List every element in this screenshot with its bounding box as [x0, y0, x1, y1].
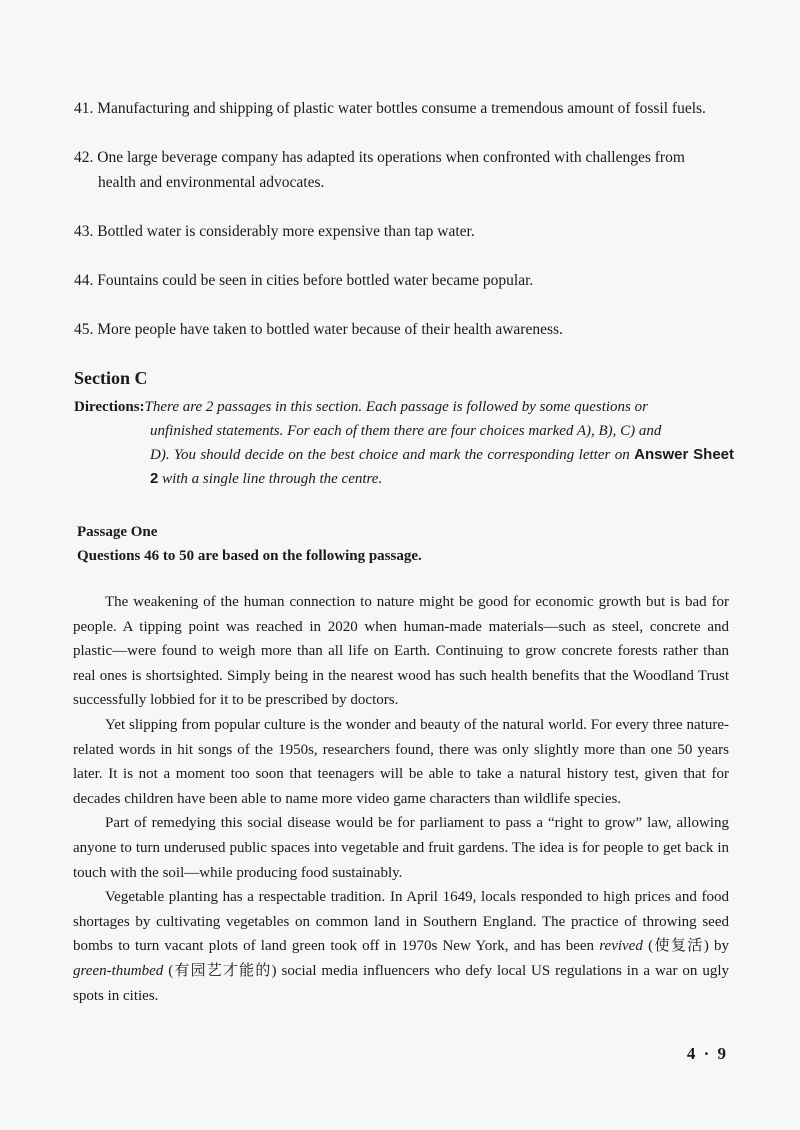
section-c: [74, 368, 734, 491]
passage-body: [73, 590, 729, 1008]
paragraph-2: Yet slipping from popular culture is the wonder and beauty of the natural world. For every three nature-related words in hit songs of the 1950s, researchers found, there was only slightly more than one 50 years later. It is not a moment too soon that teenagers will be able to take a natural history test, given that for decades children have been able to name more video game characters than wildlife species.: [73, 716, 729, 807]
statement-list: [74, 96, 734, 366]
directions-continued: unfinished statements. For each of them there are four choices marked A), B), C) and D). You should decide on the best choice and mark the corresponding letter on Answer Sheet 2 with a single line through the centre.: [150, 423, 735, 487]
statement-43: 43. Bottled water is considerably more expensive than tap water.: [74, 223, 475, 240]
paragraph-3: Part of remedying this social disease would be for parliament to pass a “right to grow” law, allowing anyone to turn underused public spaces into vegetable and fruit gardens. The idea is for people to get back in touch with the soil—while producing food sustainably.: [73, 815, 729, 881]
passage-subheading: Questions 46 to 50 are based on the following passage.: [77, 548, 422, 564]
statement-45: 45. More people have taken to bottled water because of their health awareness.: [74, 321, 563, 338]
section-title: Section C: [74, 368, 148, 388]
directions-label: Directions:: [74, 399, 145, 415]
directions-text: There are 2 passages in this section. Each passage is followed by some questions or: [144, 399, 648, 415]
statement-41: 41. Manufacturing and shipping of plastic water bottles consume a tremendous amount of fossil fuels.: [74, 100, 706, 117]
paragraph-4: Vegetable planting has a respectable tradition. In April 1649, locals responded to high prices and food shortages by cultivating vegetables on common land in Southern England. The practice of throwing seed bombs to turn vacant plots of land green took off in 1970s New York, and has been revived (使复活) by green-thumbed (有园艺才能的) social media influencers who defy local US regulations in a war on ugly spots in cities.: [73, 889, 730, 1004]
directions: [74, 395, 734, 419]
answer-sheet-label: Answer Sheet 2: [150, 446, 735, 487]
page-number: 4 · 9: [686, 1044, 728, 1063]
paragraph-1: The weakening of the human connection to nature might be good for economic growth but is bad for people. A tipping point was reached in 2020 when human-made materials—such as steel, concrete and plastic—were found to weigh more than all life on Earth. Continuing to grow concrete forests rather than real ones is shortsighted. Simply being in the nearest wood has such health benefits that the Woodland Trust successfully lobbied for it to be prescribed by doctors.: [73, 594, 729, 709]
statement-44: 44. Fountains could be seen in cities before bottled water became popular.: [74, 272, 534, 289]
statement-42: 42. One large beverage company has adapted its operations when confronted with challenges from health and environmental advocates.: [74, 149, 685, 191]
passage-heading: Passage One Questions 46 to 50 are based on the following passage.: [77, 520, 737, 568]
